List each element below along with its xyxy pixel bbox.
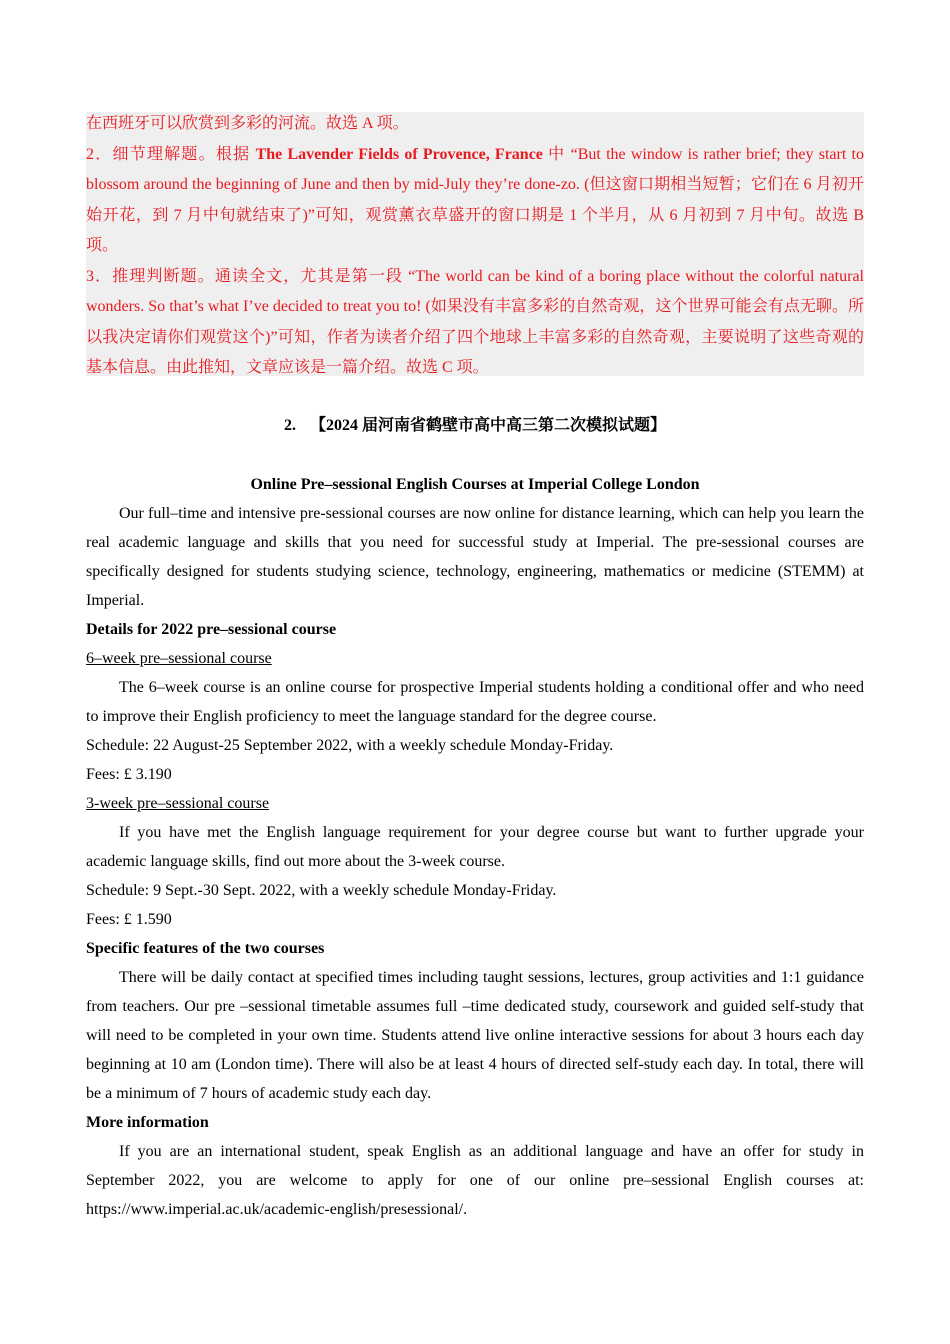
course-6-week-desc: The 6–week course is an online course for prospective Imperial students holding a conditional offer and who need to improve their English proficiency to meet the language standard for the degree course.	[86, 679, 864, 725]
features-heading: Specific features of the two courses	[86, 940, 325, 957]
course-3-week-name: 3-week pre–sessional course	[86, 795, 270, 812]
section-number: 2.	[283, 417, 296, 434]
course-6-week-name: 6–week pre–sessional course	[86, 650, 272, 667]
article	[86, 470, 864, 1224]
more-info-paragraph: If you are an international student, speak English as an additional language and have an offer for study in September 2022, you are welcome to apply for one of our online pre–sessional English courses at: https://www.imperial.ac.uk/academic-english/presessional/.	[86, 1143, 864, 1218]
more-info-heading: More information	[86, 1114, 209, 1131]
course-6-week-schedule: Schedule: 22 August-25 September 2022, with a weekly schedule Monday-Friday.	[86, 737, 614, 754]
article-title: Online Pre–sessional English Courses at Imperial College London	[250, 476, 700, 493]
answer-item-2-prefix: 2．细节理解题。根据	[86, 145, 256, 163]
answer-item-3: 3．推理判断题。通读全文，尤其是第一段 “The world can be kind of a boring place without the colorful natural wonders. So that’s what I’ve decided to treat you to! (如果没有丰富多彩的自然奇观，这个世界可能会有点无聊。所以我决定请你们观赏这个)”可知，作者为读者介绍了四个地球上丰富多彩的自然奇观，主要说明了这些奇观的基本信息。由此推知，文章应该是一篇介绍。故选 C 项。	[86, 267, 864, 376]
features-paragraph: There will be daily contact at specified times including taught sessions, lectures, group activities and 1:1 guidance from teachers. Our pre –sessional timetable assumes full –time dedicated study, coursework and guided self-study that will need to be completed in your own time. Students attend live online interactive sessions for about 3 hours each day beginning at 10 am (London time). There will also be at least 4 hours of directed self-study each day. In total, there will be a minimum of 7 hours of academic study each day.	[86, 969, 864, 1102]
answer-item-2	[86, 140, 864, 262]
details-heading: Details for 2022 pre–sessional course	[86, 621, 337, 638]
section-heading	[86, 414, 864, 438]
answer-line-1: 在西班牙可以欣赏到多彩的河流。故选 A 项。	[86, 115, 409, 132]
article-intro: Our full–time and intensive pre-sessional courses are now online for distance learning, which can help you learn the real academic language and skills that you need for successful study at Imperial. The pre-sessional courses are specifically designed for students studying science, technology, engineering, mathematics or medicine (STEMM) at Imperial.	[86, 505, 864, 609]
section-title: 【2024 届河南省鹤壁市高中高三第二次模拟试题】	[309, 417, 666, 434]
answer-item-2-rest: 中 “But the window is rather brief; they start to blossom around the beginning of June and then by mid-July they’re done-zo. (但这窗口期相当短暂；它们在 6 月初开始开花，到 7 月中旬就结束了)”可知，观赏薰衣草盛开的窗口期是 1 个半月，从 6 月初到 7 月中旬。故选 B 项。	[86, 145, 864, 254]
answer-item-2-bold: The Lavender Fields of Provence, France	[255, 145, 543, 163]
answer-explanations	[86, 109, 864, 384]
course-3-week-schedule: Schedule: 9 Sept.-30 Sept. 2022, with a weekly schedule Monday-Friday.	[86, 882, 557, 899]
course-6-week-fees: Fees: £ 3.190	[86, 766, 172, 783]
course-3-week-fees: Fees: £ 1.590	[86, 911, 172, 928]
course-3-week-desc: If you have met the English language requirement for your degree course but want to further upgrade your academic language skills, find out more about the 3-week course.	[86, 824, 864, 870]
